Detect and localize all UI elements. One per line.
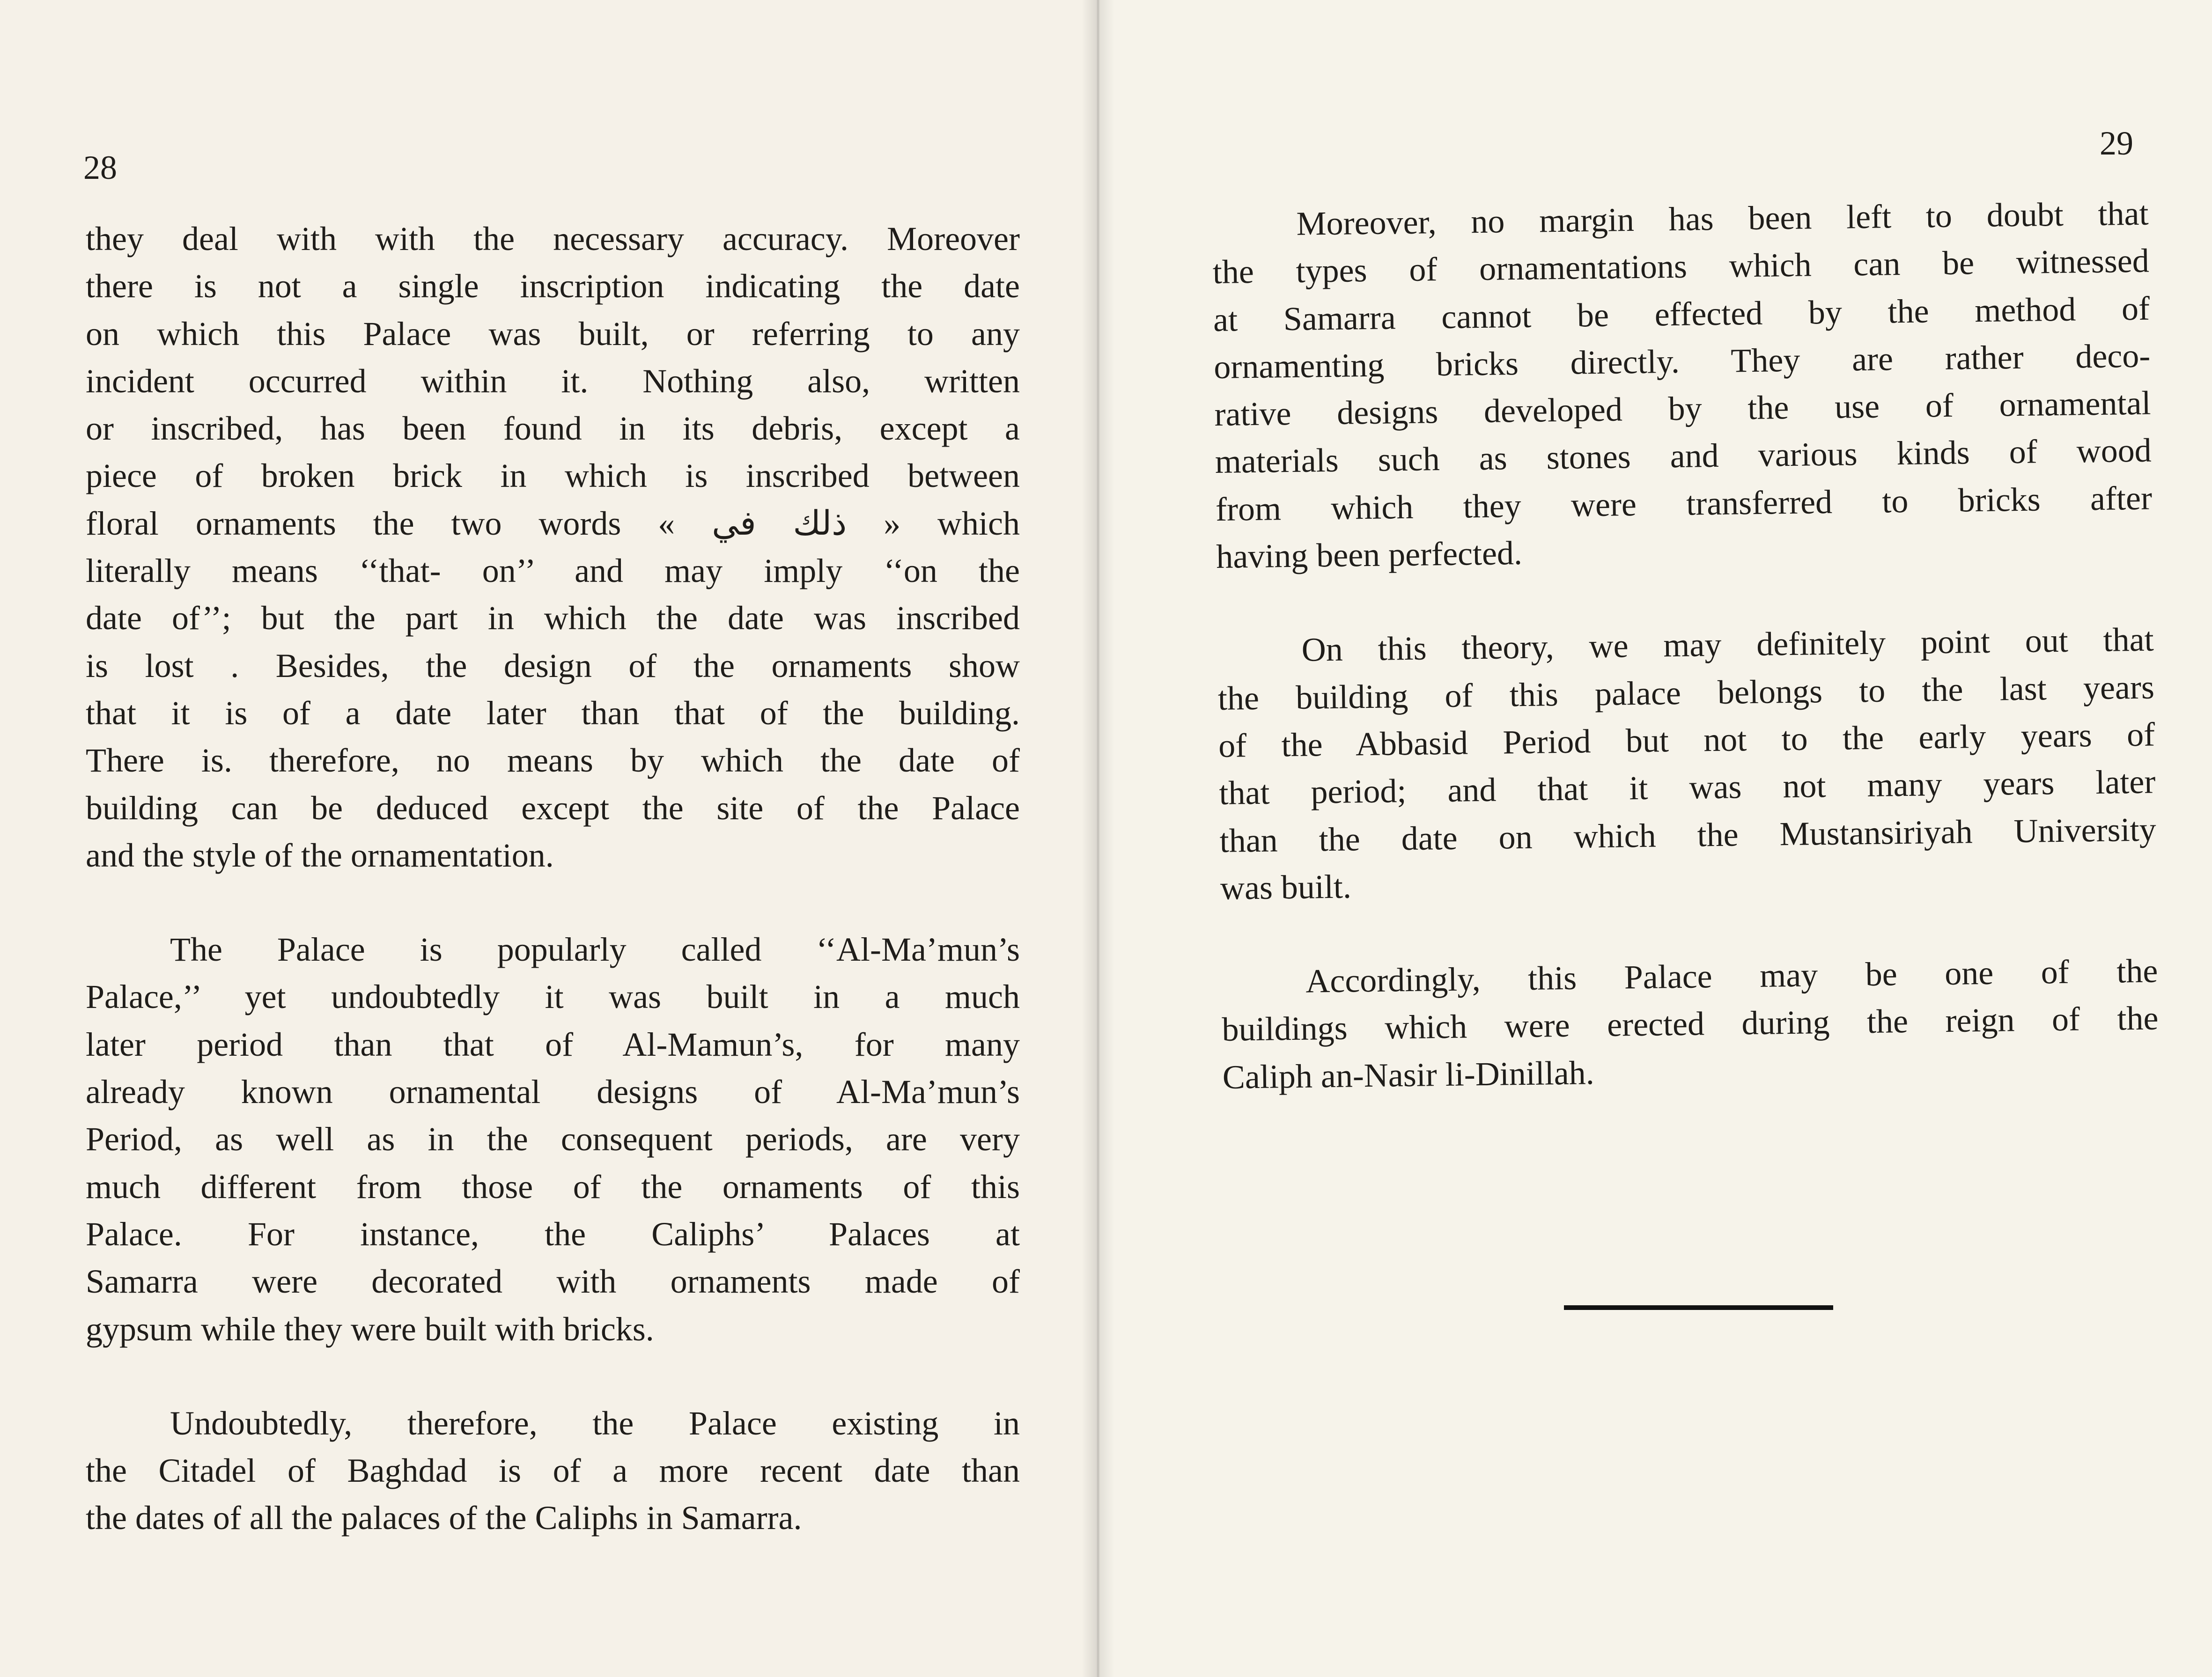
- text-line: much different from those of the ornaments of this: [86, 1168, 1020, 1206]
- text-line: Samarra were decorated with ornaments made of: [86, 1263, 1020, 1301]
- text-line: Period, as well as in the consequent periods, are very: [86, 1120, 1020, 1158]
- end-rule: [1564, 1305, 1833, 1310]
- text-line: The Palace is popularly called ‘‘Al-Ma’mun’s: [170, 931, 1020, 969]
- text-line: on which this Palace was built, or referring to any: [86, 315, 1020, 353]
- text-line: buildings which were erected during the reign of the: [1222, 999, 2159, 1049]
- paragraph: [86, 215, 1020, 879]
- text-line: the building of this palace belongs to the last years: [1217, 668, 2155, 717]
- text-line: at Samarra cannot be effected by the method of: [1213, 289, 2150, 338]
- text-line: having been perfected.: [1216, 534, 1523, 576]
- text-line: ornamenting bricks directly. They are rather deco-: [1213, 337, 2151, 386]
- text-line: the types of ornamentations which can be witnessed: [1212, 242, 2150, 291]
- paragraph: [1212, 190, 2153, 581]
- text-line: date of’’; but the part in which the date was inscribed: [86, 599, 1020, 637]
- text-line: than the date on which the Mustansiriyah University: [1219, 810, 2157, 860]
- text-line: Undoubtedly, therefore, the Palace existing in: [170, 1404, 1020, 1442]
- text-line: literally means ‘‘that- on’’ and may imply ‘‘on the: [86, 552, 1020, 590]
- text-line: building can be deduced except the site of the Palace: [86, 789, 1020, 827]
- text-line: and the style of the ornamentation.: [86, 836, 554, 874]
- paragraph: [86, 926, 1020, 1353]
- page-number-right: 29: [2100, 125, 2133, 162]
- book-gutter: [1082, 0, 1114, 1677]
- text-line: Palace,’’ yet undoubtedly it was built in a much: [86, 978, 1020, 1016]
- text-line: There is. therefore, no means by which the date of: [86, 742, 1020, 780]
- text-line: is lost . Besides, the design of the ornaments show: [86, 647, 1020, 684]
- paragraph-gap: [86, 879, 1020, 926]
- text-line: On this theory, we may definitely point out that: [1301, 620, 2154, 669]
- text-line: Moreover, no margin has been left to doubt that: [1296, 194, 2149, 243]
- text-line: that it is of a date later than that of the building.: [86, 694, 1020, 732]
- text-line: of the Abbasid Period but not to the early years of: [1218, 715, 2155, 765]
- text-line: the Citadel of Baghdad is of a more recent date than: [86, 1452, 1020, 1490]
- page-number-left: 28: [83, 149, 117, 186]
- text-line: rative designs developed by the use of ornamental: [1214, 384, 2151, 434]
- text-line: incident occurred within it. Nothing also, written: [86, 362, 1020, 400]
- paragraph: [1217, 616, 2157, 912]
- paragraph-gap: [86, 1353, 1020, 1400]
- text-line: Palace. For instance, the Caliphs’ Palaces at: [86, 1215, 1020, 1253]
- text-line: gypsum while they were built with bricks.: [86, 1310, 654, 1348]
- text-line: that period; and that it was not many years later: [1218, 763, 2156, 812]
- left-page: [0, 0, 1098, 1677]
- paragraph: [1221, 948, 2160, 1101]
- text-line: was built.: [1220, 868, 1352, 907]
- right-page-text: [1212, 190, 2159, 1101]
- left-page-text: [86, 215, 1020, 1542]
- text-line: floral ornaments the two words « ذلك في » which: [86, 504, 1020, 542]
- text-line: Accordingly, this Palace may be one of the: [1305, 952, 2158, 1000]
- text-line: already known ornamental designs of Al-Ma’mun’s: [86, 1073, 1020, 1111]
- text-line: from which they were transferred to bricks after: [1215, 479, 2153, 528]
- paragraph: [86, 1400, 1020, 1542]
- text-line: later period than that of Al-Mamun’s, for many: [86, 1025, 1020, 1063]
- text-line: they deal with with the necessary accuracy. Moreover: [86, 220, 1020, 257]
- text-line: piece of broken brick in which is inscribed between: [86, 457, 1020, 495]
- text-line: there is not a single inscription indicating the date: [86, 267, 1020, 305]
- text-line: or inscribed, has been found in its debris, except a: [86, 410, 1020, 448]
- text-line: Caliph an-Nasir li-Dinillah.: [1222, 1053, 1595, 1096]
- text-line: materials such as stones and various kinds of wood: [1215, 432, 2152, 481]
- text-line: the dates of all the palaces of the Caliphs in Samarra.: [86, 1499, 802, 1537]
